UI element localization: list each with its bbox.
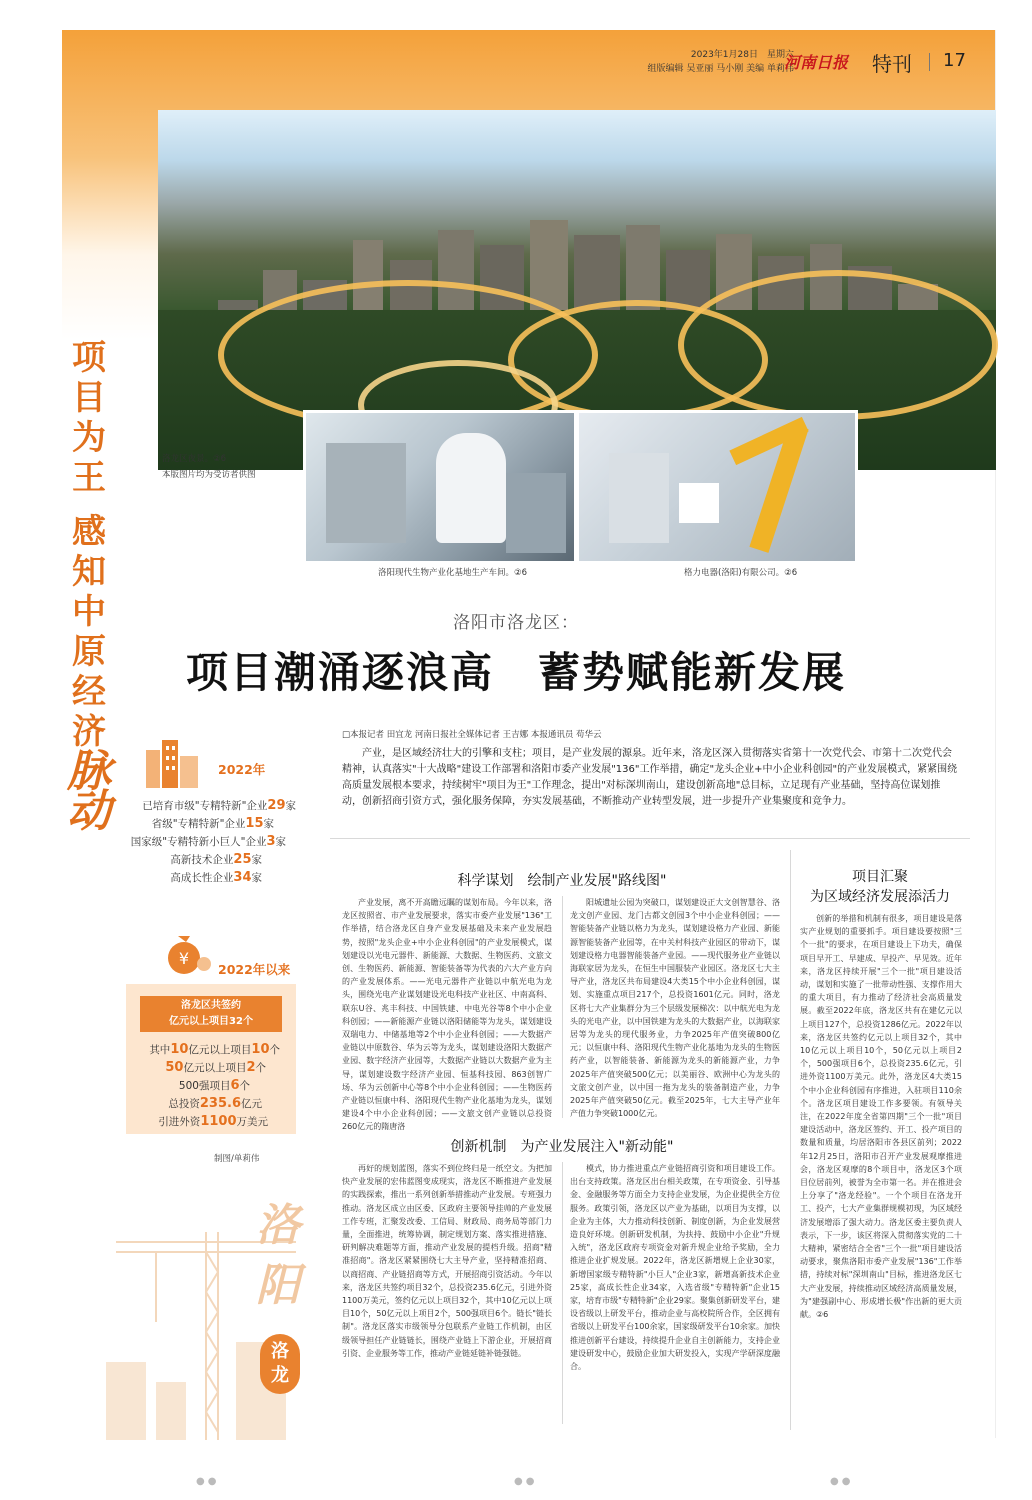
header-info: [648, 48, 794, 76]
section-innovation-col2: 模式，协力推进重点产业链招商引资和项目建设工作。出台支持政策。洛龙区出台相关政策，在专项资金、引导基金、金融服务等方面全力支持企业发展，为企业提供全方位服务。政策引领，洛龙区以产业为基础，以项目为支撑，以企业为主体，大力推动科技创新、制度创新，为企业发展营造良好环境。创新研发机制，为扶持、鼓励中小企业"升规入统"，洛龙区政府专项资金对新升规企业给予奖励，全力推进企业扩规发展。2022年，洛龙区新增规上企业30家，新增国家级专精特新"小巨人"企业3家，新增高新技术企业25家，高成长性企业34家，入选省级"专精特新"企业15家，培育市级"专精特新"企业29家。聚集创新研发平台，建设省级以上研发平台，推动企业与高校院所合作，全区拥有省级以上研发平台100余家，国家级研发平台10余家。加快推进创新平台建设，持续提升企业自主创新能力，支持企业建设研发中心，鼓励企业加大研发投入，实现产学研深度融合。: [570, 1164, 780, 1372]
stats-year: 2022年: [218, 762, 266, 777]
box-stat: 其中10亿元以上项目10个: [149, 1042, 280, 1057]
article-kicker: 洛阳市洛龙区：: [453, 613, 579, 633]
buildings-icon: [142, 736, 202, 788]
vertical-title-part1: 项目为王: [72, 338, 106, 498]
article-headline: 项目潮涌逐浪高 蓄势赋能新发展: [185, 648, 846, 697]
stat-item: 已培育市级"专精特新"企业29家: [142, 798, 296, 813]
section-plan-col2: 阳城遗址公园为突破口，谋划建设正大文创智慧谷、洛龙文创产业园、龙门古都文创园3个中小企业科创园；——智能装备产业链以格力为龙头，谋划建设格力产业园、新能源智能装备产业园等，在中关村科技产业园区的带动下，谋划建设格力电器智能装备产业园。——现代服务业产业链以海联家居为龙头，在恒生中国服装产业园区。洛龙区七大主导产业，洛龙区共布局建设4大类15个中小企业科创园，谋划、实施重点项目217个，总投资1601亿元。同时，洛龙区将七大产业集群分为三个层级发展梯次：以中航光电为龙头的光电产业，以中国铁建为龙头的大数据产业，以海联家居等为龙头的现代服务业，力争2025年产值突破800亿元；以恒康中科、洛阳现代生物产业化基地为龙头的生物医药产业，以智能装备、新能源为龙头的新能源产业，力争2025年产值突破500亿元；以美丽谷、欧洲中心为龙头的文旅文创产业，以中国一拖为龙头的装备制造产业，力争2025年产值突破50亿元。截至2025年，七大主导产业年产值力争突破1000亿元。: [570, 898, 780, 1119]
article-lead: 产业，是区域经济壮大的引擎和支柱；项目，是产业发展的源泉。近年来，洛龙区深入贯彻落实省第十一次党代会、市第十二次党代会精神，认真落实"十大战略"建设工作部署和洛阳市委产业发展"136"工作举措，确定"龙头企业+中小企业科创园"的产业发展模式，紧紧围绕高质量发展根本要求，持续树牢"项目为王"工作理念，提出"对标深圳南山，建设创新高地"总目标，立足现有产业基础，坚持高位谋划推动，创新招商引资方式，强化服务保障，夯实发展基础，不断推动产业转型发展，进一步提升产业集聚度和竞争力。: [342, 748, 958, 807]
stat-item: 高新技术企业25家: [170, 852, 262, 867]
header-divider: [929, 53, 930, 71]
money-bag-icon: [160, 930, 212, 976]
main-photo-caption: 洛龙区夜景。②6: [162, 454, 227, 464]
section-plan-col1: 产业发展，离不开高瞻远瞩的谋划布局。今年以来，洛龙区按照省、市产业发展要求，落实市委产业发展"136"工作举措，结合洛龙区自身产业发展基础及未来产业发展趋势，按照"龙头企业+中小企业科创园"的产业发展模式，谋划建设以光电元器件、新能源、大数据、生物医药、文旅文创、生物医药、新能源、智能装备等为代表的六大产业方向的产业发展体系。——光电元器件产业链以中航光电为龙头，围绕光电产业谋划建设光电科技产业社区、中南高科、联东U谷、兆丰科技、中国铁建、中电光谷等8个中小企业科创园；——新能源产业链以洛阳储能等为龙头，谋划建设双瑞电力、中储基地等2个中小企业科创园；——大数据产业链以中原数谷、华为云等为龙头，谋划建设洛阳大数据产业园、数字经济产业园等，大数据产业链以大数据产业为主导，谋划建设数字经济产业园、恒基科技园、863创智广场、华为云创新中心等8个中小企业科创园；——生物医药产业链以恒康中科、洛阳现代生物产业化基地为龙头，谋划建设4个中小企业科创园；——文旅文创产业链以总投资260亿元的隋唐洛: [342, 898, 552, 1132]
robot-photo: [576, 410, 858, 564]
page-dots: ●●: [196, 1476, 220, 1487]
column-divider: [562, 896, 563, 1118]
box-stat: 50亿元以上项目2个: [165, 1060, 266, 1075]
vertical-title-part3: 脉动: [67, 746, 111, 837]
chart-editor: 制图/单莉伟: [214, 1154, 260, 1164]
page-number: 17: [943, 50, 966, 71]
vertical-title: [64, 338, 114, 837]
box-stat: 引进外资1100万美元: [158, 1114, 268, 1129]
section-name: 特刊: [872, 52, 912, 76]
city-watermark: 洛阳: [256, 1200, 300, 1311]
section-innovation-col1: 再好的规划蓝图，落实不到位终归是一纸空文。为把加快产业发展的宏伟蓝图变成现实，洛龙区不断推进产业发展的实践探索，推出一系列创新举措推动产业发展。专班强力推动。洛龙区成立由区委、区政府主要领导挂帅的产业发展工作专班，汇聚发改委、工信局、财政局、商务局等部门力量，全面推进，统筹协调，制定规划方案、落实推进措施、研判解决难题等方面，推动产业发展的提档升级。招商"精准招商"。洛龙区紧紧围绕七大主导产业，坚持精准招商、以商招商、产业链招商等方式，开展招商引资活动。今年以来，洛龙区共签约项目32个，总投资235.6亿元，引进外资1100万美元，签约亿元以上项目32个，其中10亿元以上项目10个，50亿元以上项目2个，500强项目6个。链长"链长制"。洛龙区落实市级领导分包联系产业链工作机制，由区级领导担任产业链链长，围绕产业链上下游企业，开展招商引资、企业服务等工作，推动产业链延链补链强链。: [342, 1164, 552, 1358]
box-title: 洛龙区共签约 亿元以上项目32个: [140, 996, 282, 1032]
robot-photo-caption: 格力电器(洛阳)有限公司。②6: [684, 568, 798, 578]
lab-photo-caption: 洛阳现代生物产业化基地生产车间。②6: [378, 568, 528, 578]
lead-divider: [330, 838, 970, 839]
column-divider: [790, 850, 791, 1430]
section-title-plan: 科学谋划 绘制产业发展"路线图": [457, 873, 667, 889]
box-stat: 总投资235.6亿元: [168, 1096, 262, 1111]
box-stat: 500强项目6个: [178, 1078, 250, 1093]
section-projects-col: 创新的举措和机制有很多，项目建设是落实产业规划的重要抓手。项目建设要按照"三个一批"的要求，在项目建设上下功夫，确保项目早开工、早建成、早投产、早见效。近年来，洛龙区持续开展"三个一批"项目建设活动，谋划和实施了一批带动性强、支撑作用大的重大项目，有力推动了经济社会高质量发展。截至2022年底，洛龙区共有在建亿元以上项目127个，总投资1286亿元。2022年以来，洛龙区共签约亿元以上项目32个，其中10亿元以上项目10个，50亿元以上项目2个，500强项目6个，总投资235.6亿元，引进外资1100万美元。此外，洛龙区4大类15个中小企业科创园有序推进，入驻项目110余个。洛龙区项目建设工作多要领。有领导关注，在2022年度全省第四期"三个一批"项目建设活动中，洛龙区签约、开工、投产项目的数量和质量，均居洛阳市各县区前列；2022年12月25日，洛阳市召开产业发展观摩推进会，洛龙区观摩的8个项目中，洛龙区3个项目位居前列，被誉为全市第一名。并在推进会上分享了"洛龙经验"。一个个项目在洛龙开工、投产，七大产业集群规模初现，为区域经济发展增添了强大动力。洛龙区委主要负责人表示，下一步，该区将深入贯彻落实党的二十大精神，紧密结合全省"三个一批"项目建设活动要求，聚焦洛阳市委产业发展"136"工作举措，持续对标"深圳南山"目标，推进洛龙区七大产业发展，持续推动区域经济高质量发展，为"建强副中心、形成增长极"作出新的更大贡献。②6: [800, 914, 962, 1320]
photo-credit: 本版图片均为受访者供图: [162, 470, 256, 480]
district-stamp: 洛龙: [260, 1334, 300, 1394]
section-title-innovation: 创新机制 为产业发展注入"新动能": [450, 1139, 674, 1155]
stat-item: 省级"专精特新"企业15家: [151, 816, 274, 831]
lab-photo: [303, 410, 577, 564]
stats-year-since: 2022年以来: [218, 962, 291, 977]
svg-text:¥: ¥: [178, 949, 190, 968]
section-title-projects: 项目汇聚 为区域经济发展添活力: [810, 869, 950, 905]
editors-line: 组版编辑 吴亚丽 马小刚 美编 单莉伟: [647, 64, 794, 74]
page-dots: ●●: [514, 1476, 538, 1487]
page-dots: ●●: [830, 1476, 854, 1487]
vertical-title-part2: 感知中原经济: [72, 512, 106, 752]
date-line: 2023年1月28日 星期六: [690, 50, 794, 60]
stat-item: 国家级"专精特新小巨人"企业3家: [130, 834, 286, 849]
article-byline: □本报记者 田宜龙 河南日报社全媒体记者 王吉娜 本报通讯员 苟华云: [342, 730, 602, 740]
column-divider: [562, 1162, 563, 1424]
newspaper-logo: 河南日报: [784, 53, 849, 72]
stat-item: 高成长性企业34家: [170, 870, 262, 885]
